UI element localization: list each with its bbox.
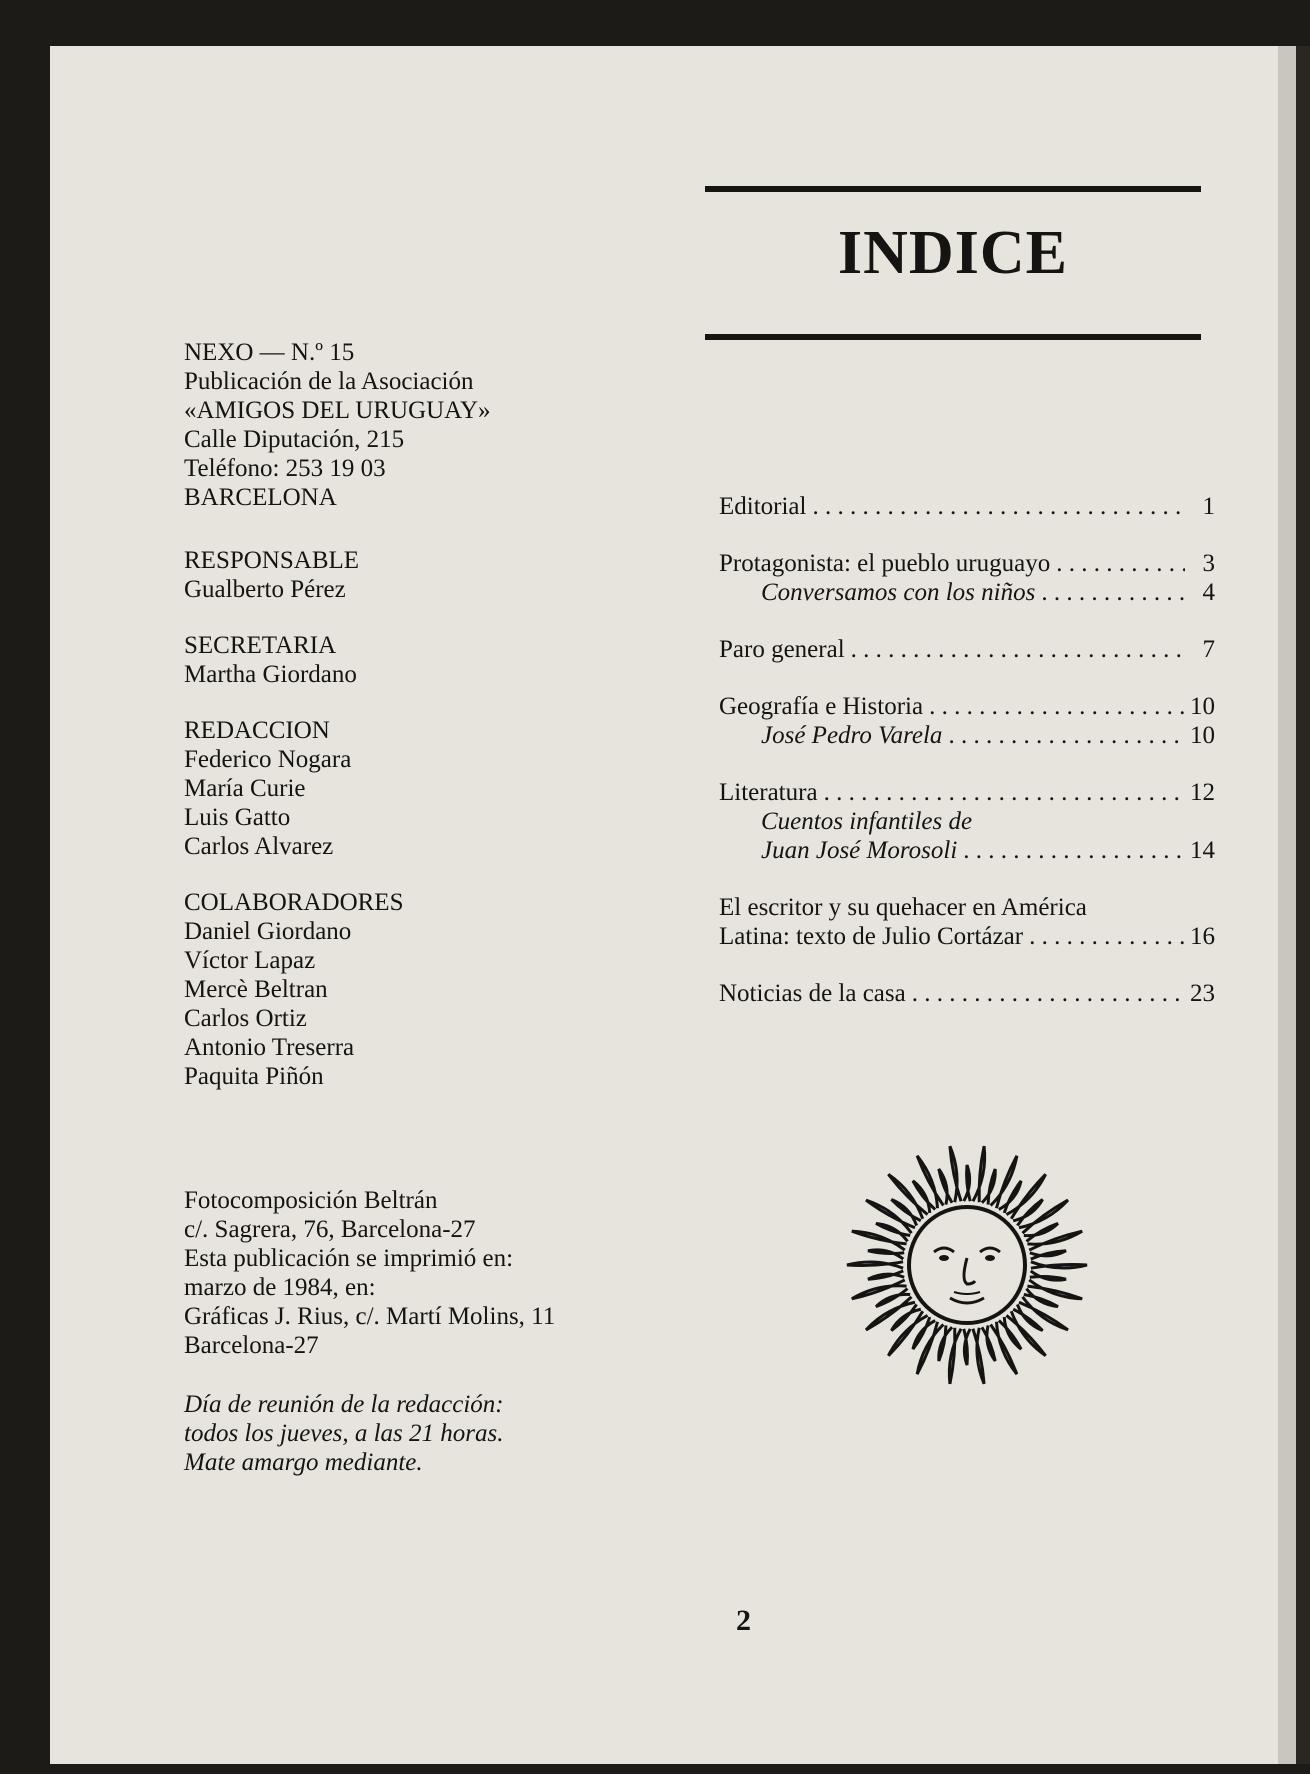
staff-name: Paquita Piñón	[184, 1063, 324, 1090]
staff-name: Víctor Lapaz	[184, 947, 316, 974]
toc-entry-literatura[interactable]	[719, 778, 1215, 807]
staff-name: Martha Giordano	[184, 661, 357, 688]
toc-label: Geografía e Historia	[719, 693, 924, 720]
staff-name: Mercè Beltran	[184, 976, 328, 1003]
toc-page: 10	[1190, 693, 1215, 720]
toc-entry-editorial[interactable]	[719, 492, 1215, 521]
toc-page: 1	[1202, 493, 1215, 520]
dot-leader	[824, 778, 1184, 807]
toc-label: Conversamos con los niños	[761, 579, 1036, 606]
toc-page: 14	[1190, 837, 1215, 864]
toc-label: El escritor y su quehacer en América	[719, 894, 1087, 921]
meeting-note	[184, 1390, 654, 1477]
toc-page: 16	[1190, 923, 1215, 950]
toc-entry-conversamos[interactable]	[719, 578, 1215, 607]
toc-label: Noticias de la casa	[719, 980, 906, 1007]
toc-label: Literatura	[719, 779, 818, 806]
toc-entry-escritor-line1[interactable]	[719, 893, 1215, 922]
staff-name: Antonio Treserra	[184, 1034, 355, 1061]
staff-section-secretaria	[184, 631, 654, 689]
masthead-line: Teléfono: 253 19 03	[184, 455, 386, 482]
sun-face-icon	[842, 1140, 1092, 1390]
staff-role: SECRETARIA	[184, 632, 337, 659]
meeting-note-line: Día de reunión de la redacción:	[184, 1391, 504, 1418]
printing-line: Fotocomposición Beltrán	[184, 1187, 438, 1214]
printing-line: Esta publicación se imprimió en:	[184, 1245, 514, 1272]
masthead-line: BARCELONA	[184, 484, 337, 511]
toc-label: José Pedro Varela	[761, 722, 943, 749]
printing-info	[184, 1186, 654, 1360]
toc-entry-varela[interactable]	[719, 721, 1215, 750]
dot-leader	[812, 492, 1185, 521]
toc-entry-morosoli[interactable]	[719, 836, 1215, 865]
binding-edge	[1296, 46, 1310, 1764]
toc-label: Paro general	[719, 636, 845, 663]
toc-label: Editorial	[719, 493, 807, 520]
staff-section-responsable	[184, 546, 654, 604]
staff-role: COLABORADORES	[184, 889, 404, 916]
toc-entry-paro-general[interactable]	[719, 635, 1215, 664]
toc-page: 12	[1190, 779, 1215, 806]
toc-entry-geografia[interactable]	[719, 692, 1215, 721]
table-of-contents	[719, 492, 1215, 1008]
credits-column	[184, 338, 654, 1477]
masthead-line: Calle Diputación, 215	[184, 426, 405, 453]
staff-name: Gualberto Pérez	[184, 576, 346, 603]
page-edge	[1278, 46, 1296, 1764]
staff-name: María Curie	[184, 775, 306, 802]
staff-name: Carlos Alvarez	[184, 833, 334, 860]
toc-label: Latina: texto de Julio Cortázar	[719, 923, 1024, 950]
dot-leader	[1029, 922, 1184, 951]
masthead-line: Publicación de la Asociación	[184, 368, 474, 395]
title-rule-top	[705, 186, 1201, 192]
staff-section-redaccion	[184, 716, 654, 861]
toc-label: Cuentos infantiles de	[761, 808, 973, 835]
masthead-line: NEXO — N.º 15	[184, 339, 355, 366]
toc-page: 4	[1202, 579, 1215, 606]
toc-entry-escritor-line2[interactable]	[719, 922, 1215, 951]
dot-leader	[948, 721, 1184, 750]
printing-line: Gráficas J. Rius, c/. Martí Molins, 11	[184, 1303, 556, 1330]
toc-entry-protagonista[interactable]	[719, 549, 1215, 578]
printing-line: c/. Sagrera, 76, Barcelona-27	[184, 1216, 476, 1243]
dot-leader	[1041, 578, 1185, 607]
printing-line: marzo de 1984, en:	[184, 1274, 376, 1301]
title-rule-bottom	[705, 334, 1201, 340]
dot-leader	[912, 979, 1184, 1008]
toc-entry-cuentos-line1[interactable]	[719, 807, 1215, 836]
staff-name: Luis Gatto	[184, 804, 291, 831]
toc-page: 7	[1202, 636, 1215, 663]
meeting-note-line: Mate amargo mediante.	[184, 1449, 423, 1476]
page-number: 2	[736, 1604, 751, 1637]
toc-page: 10	[1190, 722, 1215, 749]
staff-role: RESPONSABLE	[184, 547, 360, 574]
toc-page: 23	[1190, 980, 1215, 1007]
dot-leader	[963, 836, 1184, 865]
toc-label: Protagonista: el pueblo uruguayo	[719, 550, 1051, 577]
staff-name: Carlos Ortiz	[184, 1005, 307, 1032]
printing-line: Barcelona-27	[184, 1332, 319, 1359]
masthead-line: «AMIGOS DEL URUGUAY»	[184, 397, 491, 424]
toc-label: Juan José Morosoli	[761, 837, 958, 864]
staff-name: Daniel Giordano	[184, 918, 352, 945]
dot-leader	[929, 692, 1184, 721]
staff-name: Federico Nogara	[184, 746, 352, 773]
meeting-note-line: todos los jueves, a las 21 horas.	[184, 1420, 504, 1447]
dot-leader	[1056, 549, 1185, 578]
toc-entry-noticias[interactable]	[719, 979, 1215, 1008]
staff-role: REDACCION	[184, 717, 330, 744]
dot-leader	[851, 635, 1185, 664]
index-title: INDICE	[838, 219, 1068, 287]
masthead	[184, 338, 654, 512]
staff-section-colaboradores	[184, 888, 654, 1091]
toc-page: 3	[1202, 550, 1215, 577]
